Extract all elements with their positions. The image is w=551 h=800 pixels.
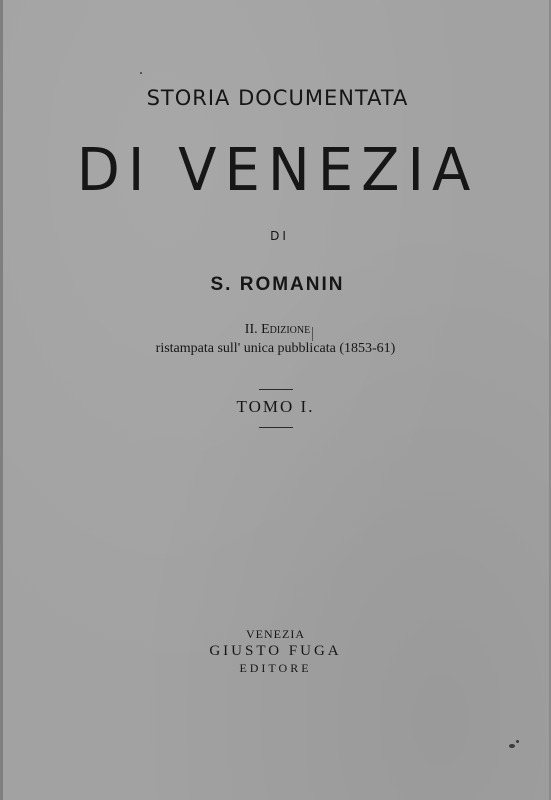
imprint-role: EDITORE <box>239 661 312 675</box>
imprint-publisher: GIUSTO FUGA <box>209 643 342 659</box>
edition-line <box>2 322 551 338</box>
edition-word: Edizione <box>261 322 311 337</box>
series-title: STORIA DOCUMENTATA <box>146 86 409 110</box>
by-word: DI <box>270 229 289 243</box>
imprint-place: VENEZIA <box>246 627 305 641</box>
reprint-note: ristampata sull' unica pubblicata (1853-61) <box>155 341 396 356</box>
volume-rule-bottom <box>259 427 293 428</box>
paper-stain <box>516 740 519 743</box>
volume-label: TOMO I. <box>236 397 315 416</box>
volume-rule-top <box>259 389 293 390</box>
edition-number: II. <box>244 322 258 337</box>
main-title: DI VENEZIA <box>76 136 479 205</box>
paper-speck <box>140 72 142 74</box>
paper-stain <box>509 744 515 748</box>
paper-scratch <box>312 327 313 341</box>
author-name: S. ROMANIN <box>210 274 345 295</box>
